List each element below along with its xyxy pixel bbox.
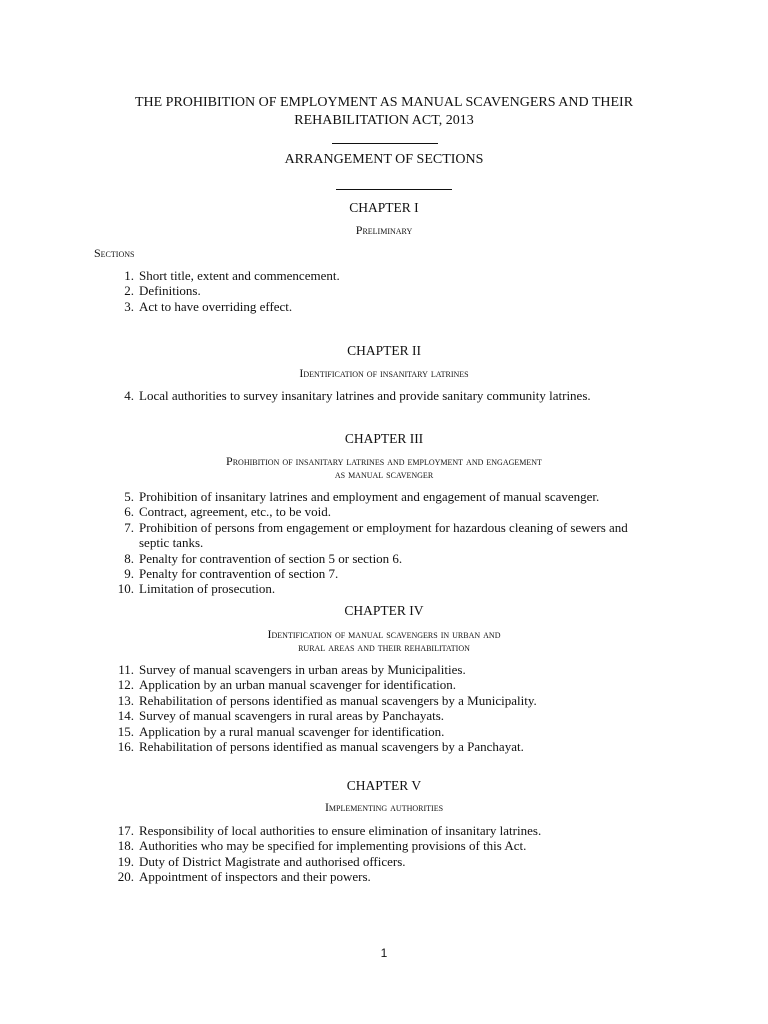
chapter-subtitle: Implementing authorities (324, 800, 444, 814)
list-item (110, 838, 710, 853)
list-item (110, 489, 710, 504)
list-item (110, 869, 710, 884)
section-number: 10. (117, 581, 134, 597)
chapter-heading: CHAPTER I (349, 200, 419, 215)
chapter-heading: CHAPTER IV (344, 603, 424, 618)
section-title: Rehabilitation of persons identified as manual scavengers by a Panchayat. (139, 739, 524, 755)
section-list (110, 268, 710, 314)
section-title: Penalty for contravention of section 5 or section 6. (139, 550, 403, 566)
act-title-line-1: THE PROHIBITION OF EMPLOYMENT AS MANUAL SCAVENGERS AND THEIR (134, 95, 634, 110)
section-number: 17. (117, 823, 134, 838)
list-item (110, 677, 710, 692)
section-title-continuation: septic tanks. (139, 535, 204, 551)
arrangement-heading: ARRANGEMENT OF SECTIONS (284, 152, 484, 167)
section-list (110, 388, 710, 403)
chapter-subtitle: Preliminary (355, 223, 413, 237)
act-title-line-2: REHABILITATION ACT, 2013 (294, 113, 474, 128)
section-title: Limitation of prosecution. (139, 581, 276, 597)
list-item (110, 268, 710, 283)
chapter-heading: CHAPTER II (347, 343, 421, 358)
list-item (110, 854, 710, 869)
list-item (110, 566, 710, 581)
section-number: 18. (117, 838, 134, 854)
section-title: Application by an urban manual scavenger for identification. (139, 677, 456, 693)
section-number: 15. (117, 723, 134, 739)
chapter-subtitle: Prohibition of insanitary latrines and employment and engagement (226, 454, 542, 468)
section-number: 13. (117, 692, 134, 708)
section-number: 12. (117, 677, 134, 693)
list-item (110, 299, 710, 314)
section-list (110, 823, 710, 885)
section-title: Duty of District Magistrate and authorised officers. (139, 853, 406, 869)
section-number: 4. (124, 388, 134, 403)
section-number: 7. (124, 519, 134, 535)
section-title: Appointment of inspectors and their powers. (139, 869, 371, 885)
section-title: Definitions. (139, 283, 201, 299)
section-number: 8. (124, 550, 134, 566)
section-title: Penalty for contravention of section 7. (139, 566, 339, 582)
act-title (80, 94, 688, 130)
list-item (110, 388, 710, 403)
section-title: Local authorities to survey insanitary latrines and provide sanitary community latrines. (139, 388, 591, 403)
list-item (110, 504, 710, 519)
chapter-subtitle: Identification of manual scavengers in urban and (267, 627, 501, 641)
section-number: 1. (124, 268, 134, 283)
section-title: Prohibition of persons from engagement or employment for hazardous cleaning of sewers and (139, 519, 628, 535)
chapter-heading: CHAPTER III (344, 431, 424, 446)
list-item (110, 739, 710, 754)
section-number: 16. (117, 739, 134, 755)
section-title: Contract, agreement, etc., to be void. (139, 504, 332, 520)
section-title: Survey of manual scavengers in urban areas by Municipalities. (139, 662, 466, 677)
list-item (110, 708, 710, 723)
section-number: 19. (117, 853, 134, 869)
section-number: 11. (118, 662, 134, 677)
chapter-heading: CHAPTER V (346, 778, 422, 793)
section-number: 9. (124, 566, 134, 582)
chapter-subtitle: Identification of insanitary latrines (299, 366, 469, 380)
section-number: 14. (117, 708, 134, 724)
section-list (110, 489, 710, 597)
list-item (110, 551, 710, 566)
list-item (110, 693, 710, 708)
sections-label: Sections (94, 246, 135, 260)
section-number: 20. (117, 869, 134, 885)
section-title: Act to have overriding effect. (139, 298, 293, 314)
section-number: 5. (124, 489, 134, 504)
section-number: 3. (124, 298, 134, 314)
section-title: Authorities who may be specified for implementing provisions of this Act. (139, 838, 527, 854)
section-title: Responsibility of local authorities to ensure elimination of insanitary latrines. (139, 823, 542, 838)
section-number: 2. (124, 283, 134, 299)
list-item (110, 283, 710, 298)
section-title: Application by a rural manual scavenger for identification. (139, 723, 445, 739)
list-item (110, 823, 710, 838)
section-title: Prohibition of insanitary latrines and employment and engagement of manual scavenger. (139, 489, 600, 504)
arrangement-divider (336, 189, 452, 190)
page-number: 1 (380, 946, 388, 960)
list-item (110, 662, 710, 677)
chapter-subtitle: as manual scavenger (334, 467, 434, 481)
section-title: Rehabilitation of persons identified as manual scavengers by a Municipality. (139, 692, 537, 708)
title-divider (332, 143, 438, 144)
section-list (110, 662, 710, 754)
list-item (110, 520, 710, 551)
chapter-subtitle: rural areas and their rehabilitation (298, 640, 470, 654)
list-item (110, 581, 710, 596)
section-title: Short title, extent and commencement. (139, 268, 340, 283)
list-item (110, 724, 710, 739)
section-number: 6. (124, 504, 134, 520)
section-title: Survey of manual scavengers in rural areas by Panchayats. (139, 708, 445, 724)
